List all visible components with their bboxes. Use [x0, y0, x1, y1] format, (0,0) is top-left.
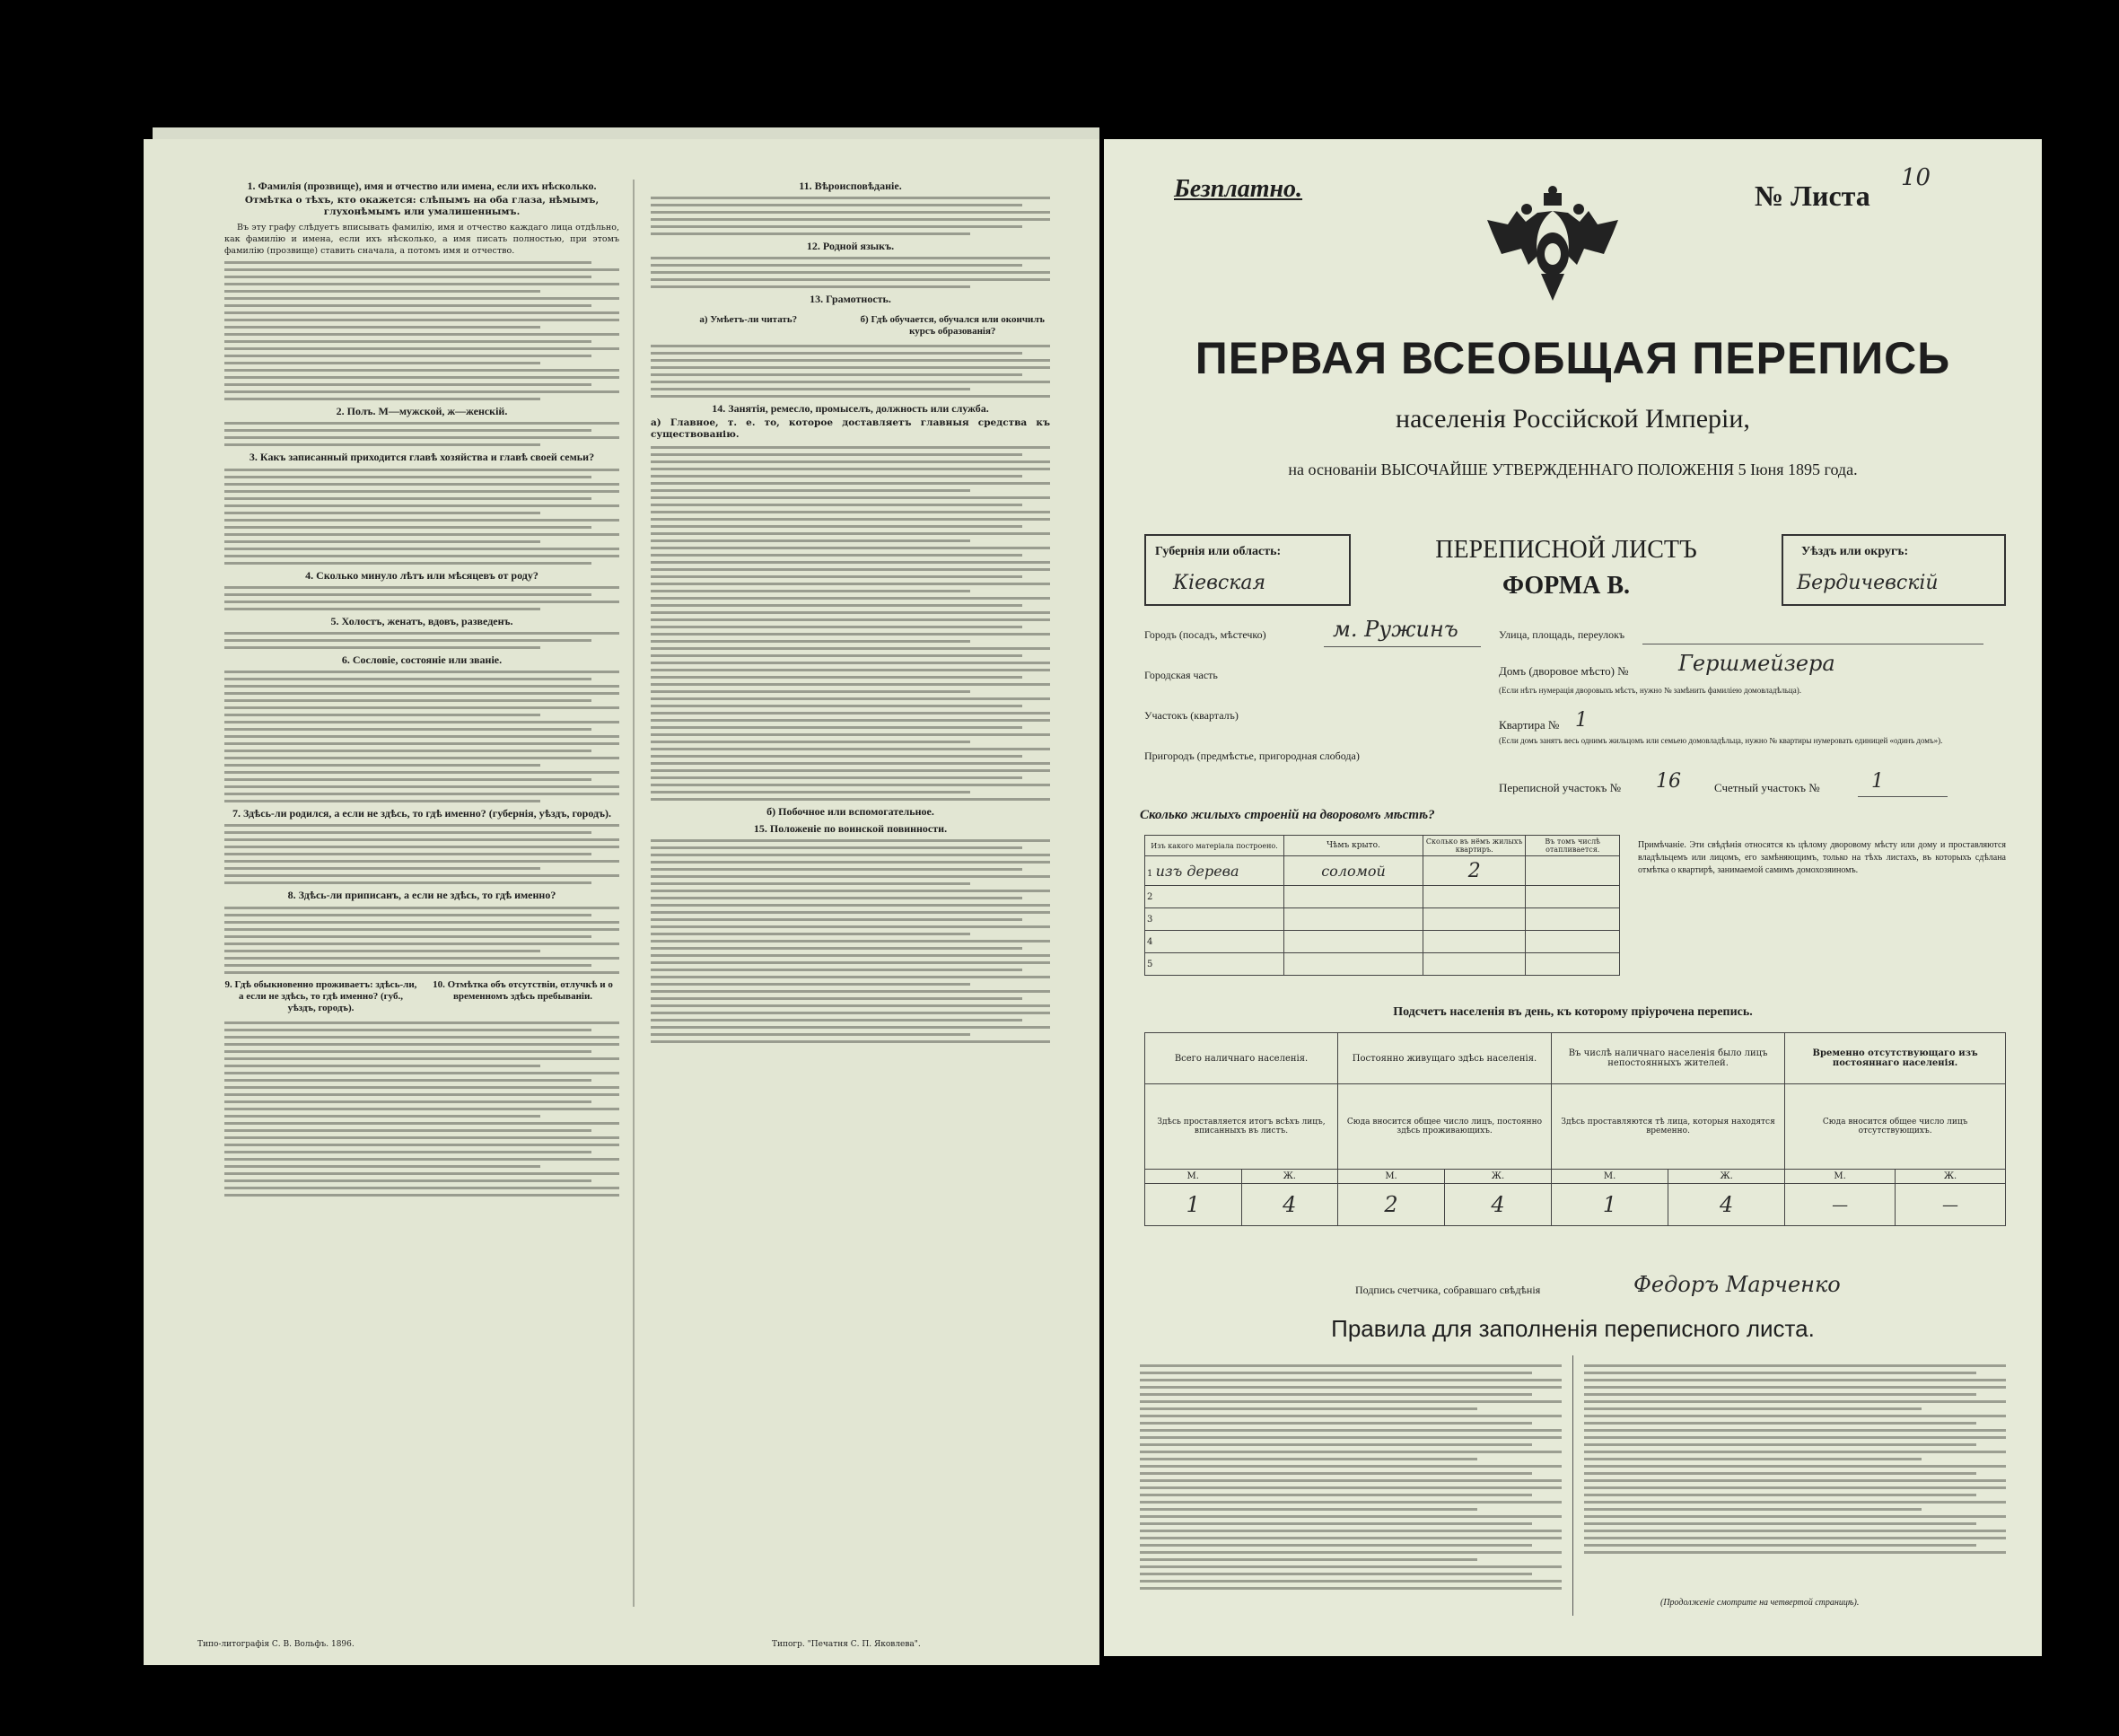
- body-text-lines: [224, 586, 619, 610]
- census-district-label: Переписной участокъ №: [1499, 781, 1622, 794]
- rules-text-left: [1140, 1360, 1562, 1590]
- table-cell: [1423, 908, 1526, 931]
- question-heading: 14. Занятія, ремесло, промыселъ, должность или служба.: [712, 402, 989, 416]
- question-heading: 9. Гдѣ обыкновенно проживаетъ: здѣсь-ли, а если не здѣсь, то гдѣ именно? (губ., уѣздъ, городъ).: [224, 978, 417, 1014]
- male-label: М.: [1785, 1170, 1896, 1184]
- body-text-lines: [651, 345, 1050, 398]
- group-title: Временно отсутствующаго изъ постояннаго населенія.: [1785, 1033, 2006, 1084]
- fill-line: [1324, 646, 1481, 647]
- instructions-column-left: [224, 175, 619, 1197]
- body-text-lines: [224, 671, 619, 802]
- census-legal-basis: на основаніи ВЫСОЧАЙШЕ УТВЕРЖДЕННАГО ПОЛОЖЕНІЯ 5 Іюня 1895 года.: [1288, 460, 1858, 478]
- group-title: Всего наличнаго населенія.: [1145, 1033, 1338, 1084]
- street-label: Улица, площадь, переулокъ: [1499, 628, 1625, 641]
- row-number: 2: [1145, 886, 1284, 908]
- row-number: 3: [1145, 908, 1284, 931]
- column-header: Чѣмъ крыто.: [1284, 836, 1423, 856]
- table-cell: [1423, 953, 1526, 976]
- count-value: 4: [1445, 1184, 1552, 1226]
- body-text-lines: [224, 261, 619, 400]
- table-row: [1145, 953, 1620, 976]
- printer-imprint: Типо-литографія С. В. Вольфъ. 1896.: [197, 1640, 355, 1649]
- uezd-label: Уѣздъ или округъ:: [1801, 545, 1909, 558]
- female-label: Ж.: [1668, 1170, 1785, 1184]
- group-title: Въ числѣ наличнаго населенія было лицъ непостоянныхъ жителей.: [1551, 1033, 1784, 1084]
- row-number: 4: [1145, 931, 1284, 953]
- form-title-block: [1144, 534, 2006, 613]
- column-divider: [633, 180, 635, 1607]
- question-heading: 3. Какъ записанный приходится главѣ хозяйства и главѣ своей семьи?: [249, 451, 595, 464]
- suburb-label: Пригородъ (предмѣстье, пригородная слобода): [1144, 750, 1360, 762]
- body-text-lines: [224, 632, 619, 649]
- question-note: Отмѣтка о тѣхъ, кто окажется: слѣпымъ на оба глаза, нѣмымъ, глухонѣмымъ или умалишеннымъ.: [244, 195, 600, 218]
- instructions-page: [144, 139, 1099, 1665]
- count-value: 1: [1145, 1184, 1242, 1226]
- population-table: [1144, 1032, 2006, 1226]
- question-heading: 4. Сколько минуло лѣтъ или мѣсяцевъ от роду?: [305, 568, 539, 582]
- guberniya-box: [1144, 534, 1351, 606]
- table-cell: [1284, 886, 1423, 908]
- apartments-value: 2: [1423, 856, 1526, 886]
- question-heading: 2. Полъ. М—мужской, ж—женскій.: [336, 405, 508, 418]
- material-value: изъ дерева: [1155, 862, 1239, 880]
- table-cell: [1284, 931, 1423, 953]
- city-part-label: Городская часть: [1144, 669, 1218, 681]
- count-value: 2: [1338, 1184, 1445, 1226]
- question-subheading: а) Главное, т. е. то, которое доставляетъ главныя средства къ существованію.: [651, 417, 1050, 441]
- count-value: 1: [1551, 1184, 1668, 1226]
- column-header: Въ томъ числѣ отапливается.: [1526, 836, 1620, 856]
- question-subheading: б) Гдѣ обучается, обучался или окончилъ курсъ образованія?: [860, 313, 1045, 337]
- enumerator-signature: Федоръ Марченко: [1633, 1272, 1841, 1297]
- city-value: м. Ружинъ: [1333, 617, 1458, 642]
- body-text-lines: [224, 1021, 619, 1197]
- table-cell: [1284, 953, 1423, 976]
- table-row: [1145, 886, 1620, 908]
- house-note: (Если нѣтъ нумерація дворовыхъ мѣстъ, нужно № замѣнить фамиліею домовладѣльца).: [1499, 686, 1801, 695]
- column-header: Сколько въ нёмъ жилыхъ квартиръ.: [1423, 836, 1526, 856]
- census-main-title: ПЕРВАЯ ВСЕОБЩАЯ ПЕРЕПИСЬ: [1195, 333, 1951, 383]
- question-subheading: а) Умѣетъ-ли читать?: [699, 313, 798, 325]
- question-heading: 8. Здѣсь-ли приписанъ, а если не здѣсь, то гдѣ именно?: [287, 889, 556, 902]
- guberniya-label: Губернія или область:: [1155, 545, 1282, 558]
- city-label: Городъ (посадъ, мѣстечко): [1144, 628, 1266, 641]
- table-cell: [1145, 856, 1284, 886]
- count-district-label: Счетный участокъ №: [1714, 781, 1820, 794]
- female-label: Ж.: [1445, 1170, 1552, 1184]
- population-count-heading: Подсчетъ населенія въ день, къ которому пріурочена перепись.: [1393, 1005, 1753, 1019]
- body-text-lines: [651, 257, 1050, 288]
- question-heading: 1. Фамилія (прозвище), имя и отчество или имена, если ихъ нѣсколько.: [247, 180, 597, 192]
- census-subtitle: населенія Россійской Имперіи,: [1396, 404, 1750, 434]
- buildings-table: [1144, 835, 1620, 976]
- question-heading: 11. Вѣроисповѣданіе.: [799, 180, 902, 192]
- column-header: Изъ какого матеріала построено.: [1145, 836, 1284, 856]
- census-district-value: 16: [1656, 770, 1681, 793]
- question-heading: 15. Положеніе по воинской повинности.: [753, 821, 948, 835]
- census-form-page: [1104, 139, 2042, 1656]
- group-description: Здѣсь проставляется итогъ всѣхъ лицъ, вписанныхъ въ листъ.: [1145, 1084, 1338, 1170]
- group-description: Сюда вносится общее число лицъ отсутствующихъ.: [1785, 1084, 2006, 1170]
- form-title: ФОРМА В.: [1502, 572, 1631, 600]
- group-description: Сюда вносится общее число лицъ, постоянно здѣсь проживающихъ.: [1338, 1084, 1552, 1170]
- male-label: М.: [1338, 1170, 1445, 1184]
- free-label: Безплатно.: [1174, 175, 1303, 203]
- question-heading: 7. Здѣсь-ли родился, а если не здѣсь, то гдѣ именно? (губернія, уѣздъ, городъ).: [232, 807, 612, 820]
- male-label: М.: [1551, 1170, 1668, 1184]
- question-body: Въ эту графу слѣдуетъ вписывать фамилію, имя и отчество каждаго лица отдѣльно, как фамилію и имена, если ихъ нѣсколько, а имя писать полностью, при этомъ фамилію (прозвище) ставить сначала, а потомъ имя и отчество.: [224, 222, 619, 257]
- rules-heading: Правила для заполненія переписного листа.: [1331, 1315, 1815, 1342]
- apartment-label: Квартира №: [1499, 718, 1560, 732]
- sheet-number-value: 10: [1901, 164, 1931, 191]
- apartment-value: 1: [1575, 709, 1588, 732]
- male-label: М.: [1145, 1170, 1242, 1184]
- sheet-number-label: № Листа: [1755, 180, 1870, 212]
- fill-line: [1858, 796, 1948, 797]
- table-cell: [1526, 856, 1620, 886]
- row-number: 5: [1145, 953, 1284, 976]
- table-row: [1145, 908, 1620, 931]
- guberniya-value: Кіевская: [1173, 572, 1266, 594]
- uezd-box: [1782, 534, 2006, 606]
- count-value: 4: [1668, 1184, 1785, 1226]
- sex-header-row: [1145, 1170, 2006, 1184]
- body-text-lines: [224, 422, 619, 446]
- table-cell: [1423, 931, 1526, 953]
- table-cell: [1526, 931, 1620, 953]
- body-text-lines: [224, 907, 619, 974]
- female-label: Ж.: [1241, 1170, 1338, 1184]
- question-heading: 6. Сословіе, состояніе или званіе.: [341, 653, 503, 667]
- double-headed-eagle-emblem: [1485, 184, 1620, 305]
- row-number: 1: [1147, 868, 1153, 879]
- column-divider: [1572, 1355, 1573, 1616]
- table-cell: [1526, 886, 1620, 908]
- question-heading: 13. Грамотность.: [810, 293, 891, 306]
- uezd-value: Бердичевскій: [1797, 572, 1939, 594]
- house-label: Домъ (дворовое мѣсто) №: [1499, 664, 1629, 678]
- table-cell: [1423, 886, 1526, 908]
- district-label: Участокъ (кварталъ): [1144, 709, 1239, 722]
- table-row: [1145, 931, 1620, 953]
- count-value: —: [1785, 1184, 1896, 1226]
- body-text-lines: [651, 446, 1050, 801]
- question-heading: б) Побочное или вспомогательное.: [766, 804, 934, 818]
- buildings-question: Сколько жилыхъ строеній на дворовомъ мѣстѣ?: [1140, 808, 1435, 822]
- body-text-lines: [224, 824, 619, 884]
- question-pair: [224, 974, 619, 1018]
- count-value: 4: [1241, 1184, 1338, 1226]
- apartment-note: (Если домъ занятъ весь однимъ жильцомъ или семьею домовладѣльца, нужно № квартиры нумеровать единицей «одинъ домъ»).: [1499, 736, 1943, 745]
- count-district-value: 1: [1871, 770, 1884, 793]
- count-value: —: [1896, 1184, 2006, 1226]
- body-text-lines: [224, 469, 619, 565]
- rules-continuation-note: (Продолженіе смотрите на четвертой страницѣ).: [1660, 1598, 1860, 1608]
- body-text-lines: [651, 197, 1050, 235]
- body-text-lines: [651, 839, 1050, 1043]
- table-row: [1145, 856, 1620, 886]
- census-list-title: ПЕРЕПИСНОЙ ЛИСТЪ: [1435, 536, 1697, 564]
- rules-text-right: [1584, 1360, 2006, 1554]
- question-pair: [651, 309, 1050, 340]
- question-heading: 5. Холостъ, женатъ, вдовъ, разведенъ.: [330, 614, 513, 627]
- buildings-note: Примѣчаніе. Эти свѣдѣнія относятся къ цѣлому дворовому мѣсту или дому и проставляются владѣльцемъ или лицомъ, его замѣняющимъ, только на тѣхъ листахъ, въ которыхъ сдѣлана отмѣтка о квартирѣ, занимаемой самимъ домохозяиномъ.: [1638, 840, 2006, 875]
- table-cell: [1526, 953, 1620, 976]
- house-value: Гершмейзера: [1678, 651, 1835, 676]
- table-cell: [1526, 908, 1620, 931]
- group-title: Постоянно живущаго здѣсь населенія.: [1338, 1033, 1552, 1084]
- question-heading: 10. Отмѣтка объ отсутствіи, отлучкѣ и о временномъ здѣсь пребываніи.: [433, 978, 613, 1002]
- group-description: Здѣсь проставляются тѣ лица, которыя находятся временно.: [1551, 1084, 1784, 1170]
- instructions-column-right: [651, 175, 1050, 1043]
- printer-imprint: Типогр. "Печатня С. П. Яковлева".: [772, 1640, 921, 1649]
- enumerator-signature-label: Подпись счетчика, собравшаго свѣдѣнія: [1355, 1284, 1541, 1296]
- question-heading: 12. Родной языкъ.: [806, 240, 895, 253]
- female-label: Ж.: [1896, 1170, 2006, 1184]
- roof-value: соломой: [1284, 856, 1423, 886]
- count-values-row: [1145, 1184, 2006, 1226]
- table-cell: [1284, 908, 1423, 931]
